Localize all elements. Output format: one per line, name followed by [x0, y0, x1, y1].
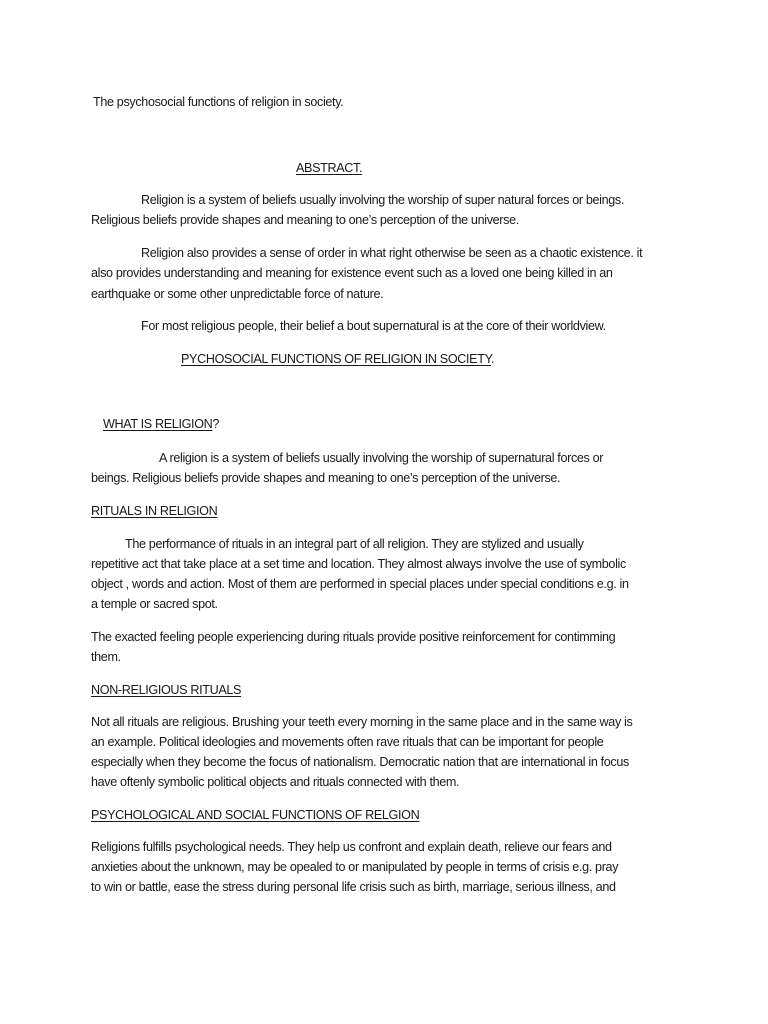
psych-social-heading: PSYCHOLOGICAL AND SOCIAL FUNCTIONS OF RELGION [91, 808, 420, 822]
abstract-heading: ABSTRACT. [296, 161, 363, 175]
non-religious-line-2: an example. Political ideologies and movements often rave rituals that can be important for people [91, 735, 604, 749]
rituals-p1-line-2: repetitive act that take place at a set time and location. They almost always involve the use of symbolic [91, 557, 626, 571]
non-religious-line-3: especially when they become the focus of nationalism. Democratic nation that are international in focus [91, 755, 629, 769]
abstract-p2-line-2: also provides understanding and meaning for existence event such as a loved one being killed in an [91, 266, 613, 280]
psych-social-line-2: anxieties about the unknown, may be opealed to or manipulated by people in terms of crisis e.g. pray [91, 860, 619, 874]
section-title-text: PYCHOSOCIAL FUNCTIONS OF RELIGION IN SOCIETY [181, 352, 491, 366]
abstract-p1-line-2: Religious beliefs provide shapes and meaning to one’s perception of the universe. [91, 213, 519, 227]
rituals-p2-line-2: them. [91, 650, 121, 664]
section-title [181, 351, 494, 367]
what-is-religion-line-1: A religion is a system of beliefs usually involving the worship of supernatural forces or [159, 451, 604, 465]
what-is-religion-heading-qmark: ? [212, 417, 220, 431]
non-religious-heading: NON-RELIGIOUS RITUALS [91, 683, 242, 697]
abstract-p1-line-1: Religion is a system of beliefs usually involving the worship of super natural forces or beings. [141, 193, 625, 207]
rituals-heading: RITUALS IN RELIGION [91, 504, 218, 518]
document-title: The psychosocial functions of religion in society. [93, 95, 344, 109]
abstract-p3-line-1: For most religious people, their belief a bout supernatural is at the core of their worldview. [141, 319, 606, 333]
what-is-religion-line-2: beings. Religious beliefs provide shapes and meaning to one’s perception of the universe. [91, 471, 561, 485]
abstract-p2-line-3: earthquake or some other unpredictable force of nature. [91, 287, 384, 301]
non-religious-line-1: Not all rituals are religious. Brushing your teeth every morning in the same place and in the same way is [91, 715, 633, 729]
psych-social-line-1: Religions fulfills psychological needs. They help us confront and explain death, relieve our fears and [91, 840, 612, 854]
section-title-period: . [491, 352, 495, 366]
rituals-p1-line-1: The performance of rituals in an integral part of all religion. They are stylized and usually [125, 537, 584, 551]
what-is-religion-heading [103, 416, 219, 432]
rituals-p1-line-3: object , words and action. Most of them are performed in special places under special conditions e.g. in [91, 577, 629, 591]
what-is-religion-heading-text: WHAT IS RELIGION [103, 417, 213, 431]
non-religious-line-4: have oftenly symbolic political objects and rituals connected with them. [91, 775, 460, 789]
abstract-p2-line-1: Religion also provides a sense of order in what right otherwise be seen as a chaotic existence. it [141, 246, 643, 260]
rituals-p1-line-4: a temple or sacred spot. [91, 597, 218, 611]
psych-social-line-3: to win or battle, ease the stress during personal life crisis such as birth, marriage, serious illness, and [91, 880, 616, 894]
rituals-p2-line-1: The exacted feeling people experiencing during rituals provide positive reinforcement for contimming [91, 630, 616, 644]
